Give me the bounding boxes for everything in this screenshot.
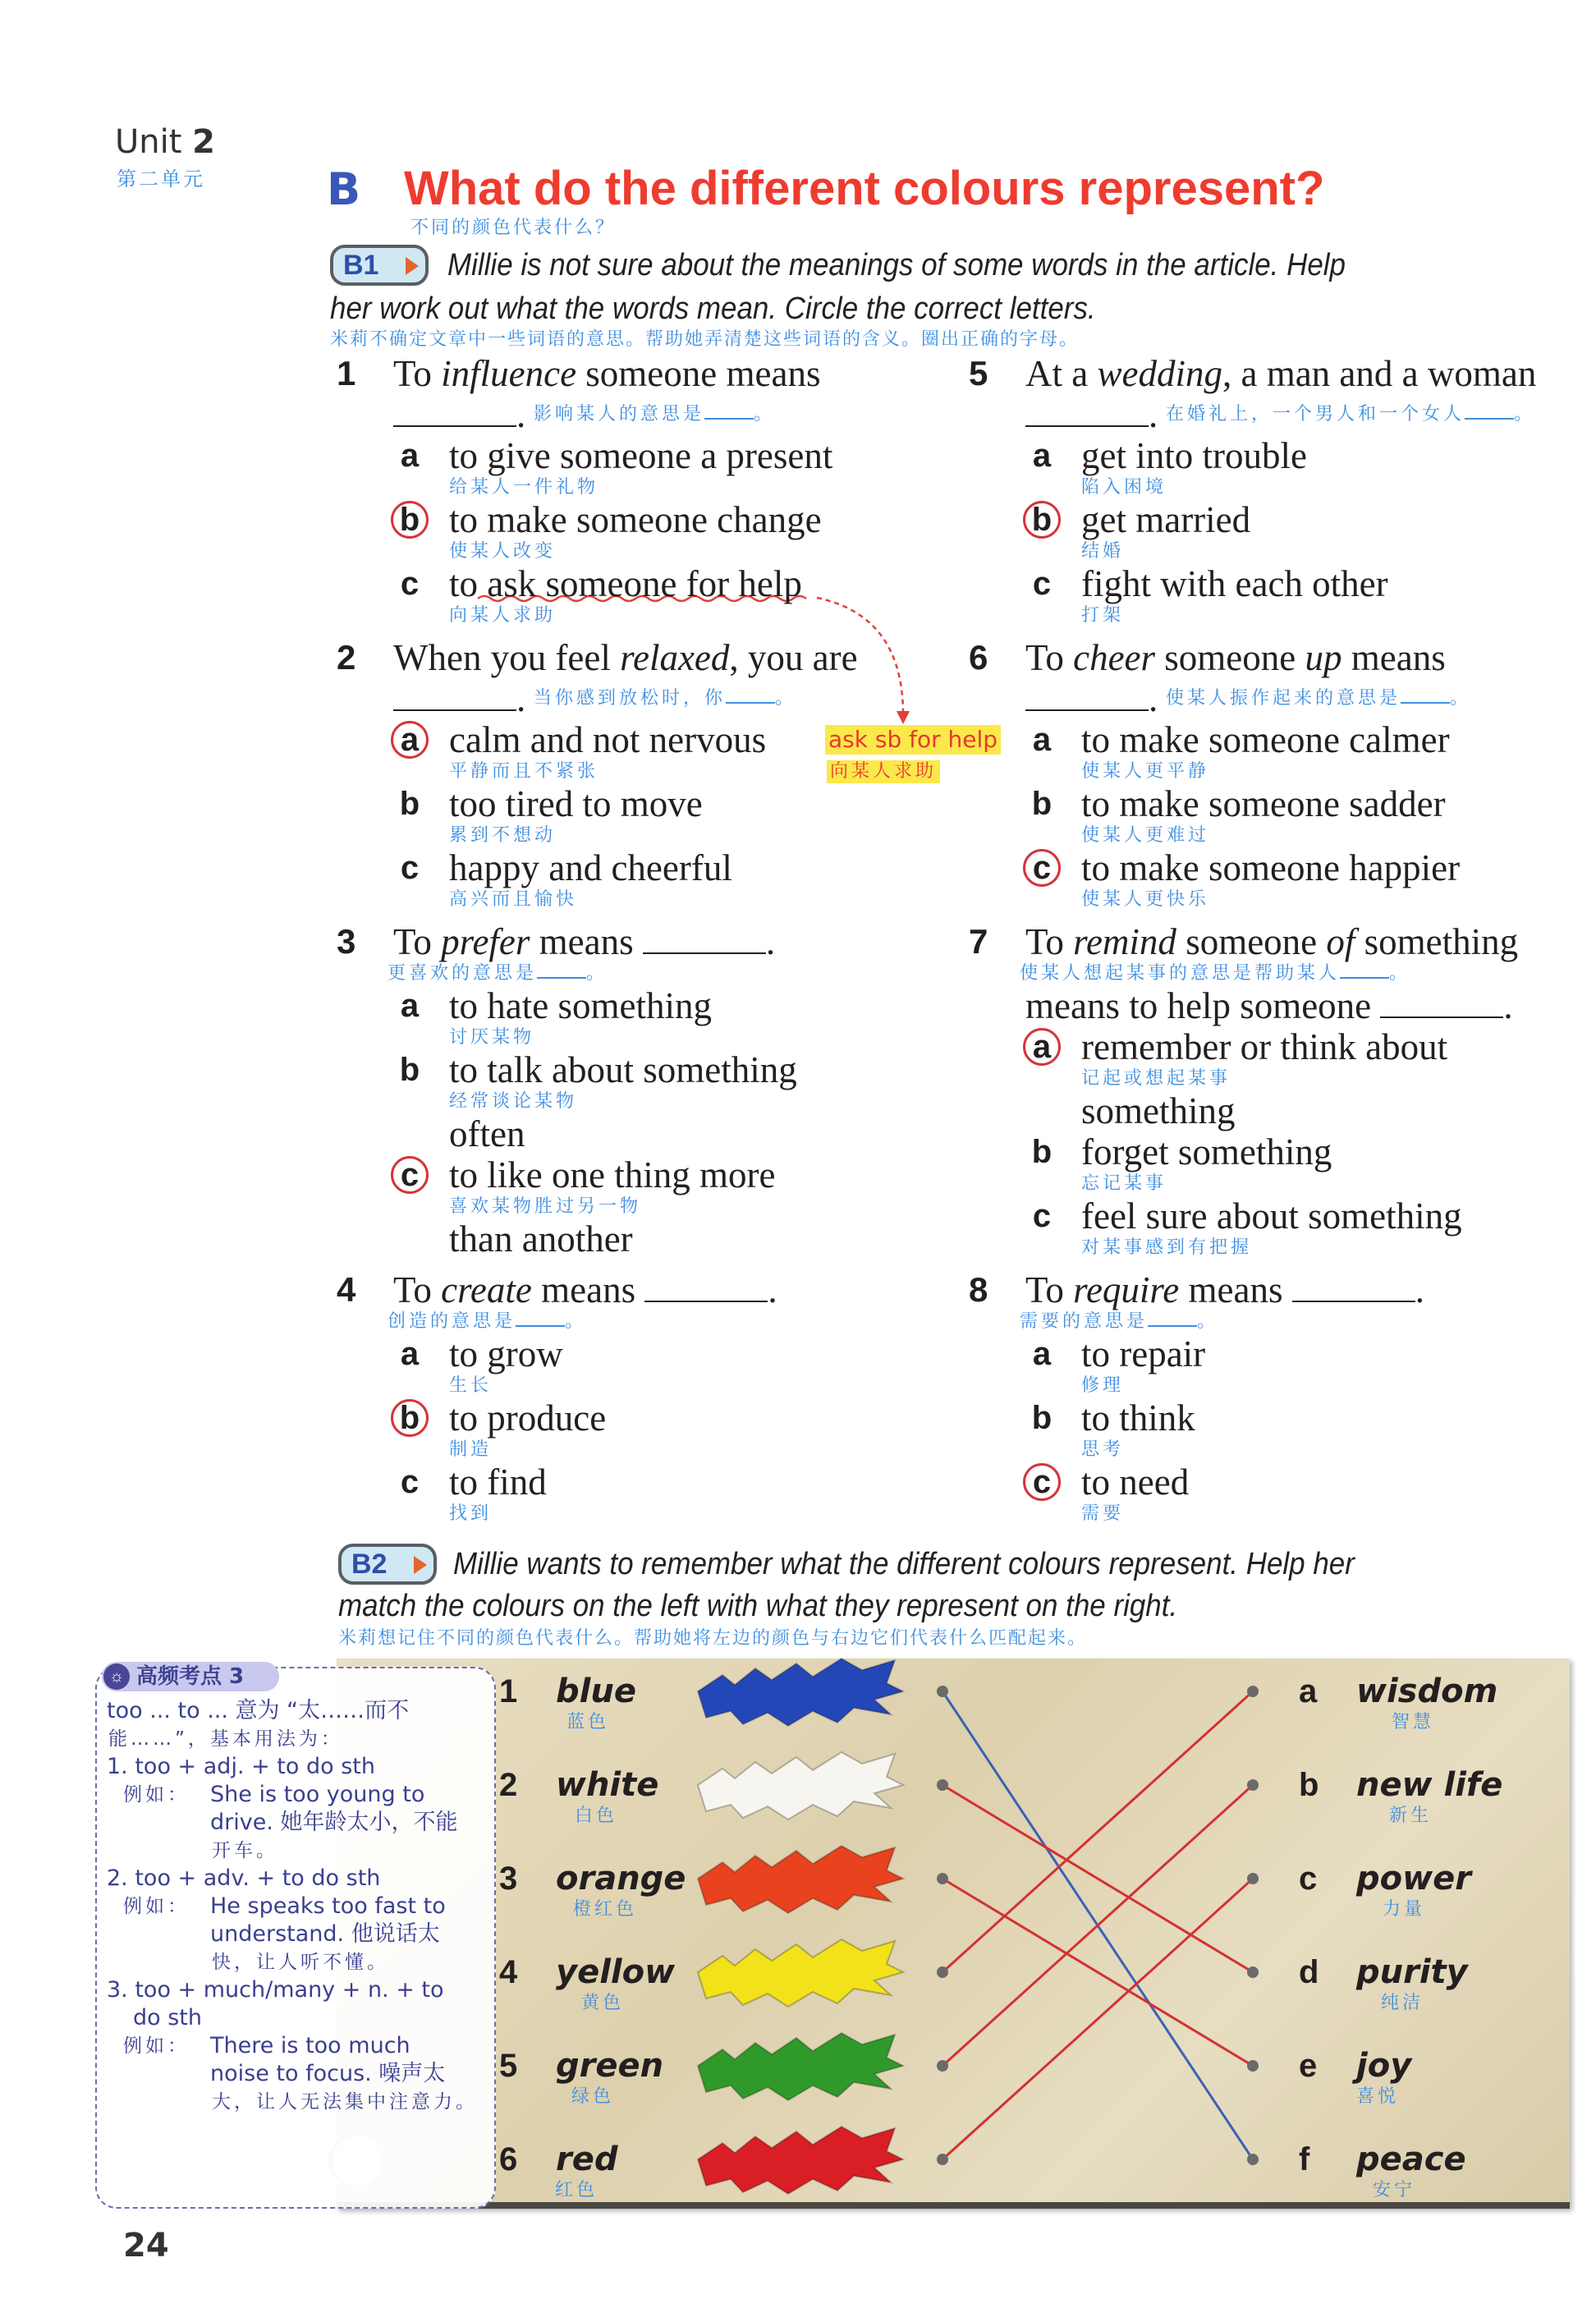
unit-label-cn: 第二单元 [117,167,205,190]
key-word: remind [1073,921,1176,962]
question-cn: 使某人振作起来的意思是 。 [1166,688,1472,709]
stem-part: When you feel [393,637,621,678]
option-text: happy and cheerful [449,847,732,888]
option-text: to make someone calmer [1081,719,1450,760]
page-title-cn: 不同的颜色代表什么？ [410,218,617,238]
option-text: to make someone change [449,499,822,540]
key-word: create [441,1269,532,1310]
meaning-cn: 新生 [1389,1806,1433,1826]
stem-part: someone [1155,637,1305,678]
tip-line: 例如： [123,1784,190,1806]
stem-part: means [1341,637,1446,678]
paint-stroke-green [698,2033,903,2100]
colour-number: 5 [499,2048,518,2084]
colour-word: orange [556,1860,686,1897]
option-text: remember or think about [1081,1026,1448,1067]
match-dot-left[interactable] [937,1779,948,1791]
meaning-word: peace [1356,2141,1466,2178]
colour-word: blue [556,1673,636,1710]
match-line-5-b [942,1785,1253,2066]
key-word: require [1073,1269,1180,1310]
option-cn: 忘记某事 [1081,1173,1167,1194]
option-text: to produce [449,1397,607,1439]
stem-part: At a [1025,353,1098,394]
option-cn: 记起或想起某事 [1081,1068,1231,1089]
key-word: prefer [441,921,530,962]
match-line-3-e [942,1879,1253,2066]
question-stem-cont: means to help someone . [1025,985,1513,1026]
paint-stroke-orange [698,1846,903,1913]
option-cn: 结婚 [1081,541,1125,562]
tip-line: 1. too + adj. + to do sth [107,1754,376,1779]
colour-word: green [556,2047,664,2085]
match-line-2-d [942,1785,1253,1972]
question-number: 1 [337,354,356,392]
option-cn: 使某人更快乐 [1081,889,1210,910]
tip-line: noise to focus. 噪声太 [210,2061,446,2086]
question-cn: 当你感到放松时，你 。 [534,688,797,709]
option-cn: 向某人求助 [449,605,557,626]
page-title: What do the different colours represent? [404,162,1325,215]
option-letter-selected[interactable]: b [1023,501,1061,539]
question-number: 6 [969,638,988,677]
paint-stroke-blue [698,1659,903,1726]
option-cn: 使某人改变 [449,541,557,562]
meaning-letter: b [1299,1767,1319,1803]
stem-part: To [1025,1269,1074,1310]
stem-part: , a man and a woman [1222,353,1537,394]
question-cn: 使某人想起某事的意思是帮助某人 。 [1020,963,1411,984]
option-text: feel sure about something [1081,1195,1462,1237]
meaning-word: wisdom [1356,1673,1498,1710]
option-text: to talk about something [449,1049,797,1090]
option-cn: 制造 [449,1439,493,1460]
b1-instruction-line1: Millie is not sure about the meanings of some words in the article. Help [447,248,1346,282]
colour-cn: 黄色 [581,1993,625,2013]
match-dot-left[interactable] [937,1686,948,1697]
option-text: to give someone a present [449,435,833,476]
stem-part: means [530,921,634,962]
option-letter[interactable]: a [1032,438,1052,474]
option-letter-selected[interactable]: c [1023,1463,1061,1501]
meaning-cn: 喜悦 [1356,2086,1400,2107]
colour-cn: 红色 [555,2180,598,2200]
option-cn: 给某人一件礼物 [449,477,599,498]
option-letter-selected[interactable]: c [1023,849,1061,887]
option-text-cont: something [1081,1090,1236,1131]
question-number: 7 [969,922,988,961]
option-cn: 喜欢某物胜过另一物 [449,1196,642,1217]
meaning-cn: 纯洁 [1381,1993,1424,2013]
key-word: of [1326,921,1355,962]
b2-instruction-line1: Millie wants to remember what the different colours represent. Help her [453,1547,1355,1581]
question-number: 2 [337,638,356,677]
tip-line: understand. 他说话太 [210,1921,440,1947]
tip-line: 例如： [123,1896,190,1917]
option-letter[interactable]: c [400,566,420,602]
key-word: up [1305,637,1342,678]
tip-line: 例如： [123,2035,190,2057]
option-letter[interactable]: a [1032,722,1052,758]
option-text: too tired to move [449,783,703,824]
page-number: 24 [123,2227,169,2265]
colour-word: red [556,2141,618,2178]
match-dot-left[interactable] [937,2154,948,2165]
question-cn: 影响某人的意思是 。 [534,404,776,424]
option-letter[interactable]: b [1031,1400,1053,1436]
option-text-cont: than another [449,1218,633,1260]
answer-blank: . [1025,678,1158,719]
stem-part: To [1025,637,1074,678]
tip-line: 3. too + much/many + n. + to [107,1977,444,2003]
b1-instruction-cn: 米莉不确定文章中一些词语的意思。帮助她弄清楚这些词语的含义。圈出正确的字母。 [330,329,1080,350]
colour-word: white [556,1766,659,1804]
tip-line: 2. too + adv. + to do sth [107,1865,381,1891]
meaning-letter: c [1299,1861,1318,1897]
b2-instruction-cn: 米莉想记住不同的颜色代表什么。帮助她将左边的颜色与右边它们代表什么匹配起来。 [338,1628,1088,1649]
question-stem: To require means . [1025,1269,1424,1310]
option-text: to need [1081,1462,1190,1503]
option-text: to make someone sadder [1081,783,1446,824]
question-cn: 在婚礼上，一个男人和一个女人 。 [1166,404,1536,424]
option-text: to find [449,1462,547,1503]
option-letter[interactable]: a [400,438,420,474]
option-text: to grow [449,1333,563,1374]
stem-part: To [393,921,442,962]
stem-part: someone means [576,353,821,394]
meaning-cn: 力量 [1383,1899,1426,1920]
option-cn: 经常谈论某物 [449,1091,578,1112]
option-text: to make someone happier [1081,847,1461,888]
b2-badge-label: B2 [351,1549,388,1580]
option-cn: 讨厌某物 [449,1027,535,1048]
meaning-cn: 智慧 [1392,1712,1435,1732]
option-letter[interactable]: c [1032,566,1052,602]
question-cn: 创造的意思是 。 [388,1311,587,1332]
match-dot-right[interactable] [1247,1873,1259,1884]
stem-part: something [1355,921,1519,962]
match-dot-left[interactable] [937,2060,948,2072]
colour-cn: 绿色 [571,2086,615,2107]
option-letter-selected[interactable]: a [1023,1028,1061,1066]
meaning-letter: e [1299,2048,1318,2084]
paint-stroke-red [698,2127,903,2194]
b1-badge-label: B1 [343,250,379,281]
section-letter: B [327,163,361,215]
option-text: get into trouble [1081,435,1307,476]
option-cn: 陷入困境 [1081,477,1167,498]
tip-line: drive. 她年龄太小，不能 [210,1810,458,1835]
paint-stroke-white [698,1752,903,1819]
paint-stroke-yellow [698,1939,903,2007]
stem-part: To [393,1269,442,1310]
match-dot-right[interactable] [1247,1779,1259,1791]
option-cn: 思考 [1081,1439,1125,1460]
stem-part: someone [1176,921,1327,962]
option-cn: 需要 [1081,1503,1125,1524]
stem-part: means [1179,1269,1283,1310]
option-text: calm and not nervous [449,719,767,760]
match-dot-right[interactable] [1247,2154,1259,2165]
option-cn: 生长 [449,1375,493,1396]
option-text: to ask someone for help [449,563,802,604]
match-dot-right[interactable] [1247,1966,1259,1978]
answer-blank: . [393,394,525,435]
unit-text: Unit [115,123,182,161]
option-text: get married [1081,499,1251,540]
answer-blank: . [393,678,525,719]
colour-cn: 白色 [575,1806,618,1826]
stem-part: means [531,1269,636,1310]
option-text: forget something [1081,1131,1332,1172]
question-number: 5 [969,354,988,392]
option-letter[interactable]: c [400,850,420,886]
match-line-6-c [942,1879,1253,2159]
question-number: 4 [337,1270,356,1309]
b1-instruction-line2: her work out what the words mean. Circle the correct letters. [330,291,1096,326]
key-word: relaxed [620,637,730,678]
option-letter[interactable]: a [400,1336,420,1372]
colour-number: 1 [499,1673,518,1709]
option-letter[interactable]: b [1031,1134,1053,1170]
option-text: to hate something [449,985,712,1026]
option-letter-selected[interactable]: b [391,1399,429,1437]
option-letter-selected[interactable]: a [391,721,429,759]
question-cn: 需要的意思是 。 [1020,1311,1219,1332]
tip-header [102,1662,279,1691]
meaning-letter: f [1299,2141,1310,2177]
colour-cn: 橙红色 [573,1899,638,1920]
answer-blank: . [1025,394,1158,435]
option-cn: 找到 [449,1503,493,1524]
match-dot-left[interactable] [937,1966,948,1978]
meaning-word: new life [1356,1766,1503,1804]
option-letter[interactable]: c [400,1464,420,1500]
option-letter[interactable]: c [1032,1198,1052,1234]
meaning-letter: a [1299,1673,1318,1709]
meaning-word: joy [1356,2047,1412,2085]
option-cn: 高兴而且愉快 [449,889,578,910]
unit-number: 2 [192,123,215,161]
colour-number: 3 [499,1861,518,1897]
tip-line: 开车。 [212,1840,278,1861]
match-dot-right[interactable] [1247,2060,1259,2072]
question-number: 8 [969,1270,988,1309]
option-letter[interactable]: a [1032,1336,1052,1372]
option-letter[interactable]: a [400,988,420,1024]
option-cn: 修理 [1081,1375,1125,1396]
tip-line: There is too much [210,2033,410,2058]
colour-number: 6 [499,2141,518,2177]
meaning-letter: d [1299,1954,1319,1990]
option-cn: 打架 [1081,605,1125,626]
b2-instruction-line2: match the colours on the left with what they represent on the right. [338,1589,1178,1623]
lightbulb-icon: ☼ [103,1663,130,1690]
option-letter[interactable]: b [1031,786,1053,822]
match-dot-right[interactable] [1247,1686,1259,1697]
meaning-word: purity [1356,1953,1468,1991]
option-cn: 平静而且不紧张 [449,761,599,782]
option-text: to repair [1081,1333,1206,1374]
stem-part: To [1025,921,1074,962]
colour-cn: 蓝色 [566,1712,610,1732]
key-word: wedding [1097,353,1222,394]
option-letter[interactable]: b [399,1052,420,1088]
meaning-cn: 安宁 [1373,2180,1416,2200]
option-cn: 使某人更平静 [1081,761,1210,782]
option-text: to think [1081,1397,1195,1439]
annotation-cn: 向某人求助 [827,760,940,783]
match-line-4-a [942,1691,1253,1972]
tip-line: 能……”，基本用法为： [108,1728,343,1750]
option-cn: 累到不想动 [449,825,557,846]
option-text: fight with each other [1081,563,1388,604]
colour-word: yellow [556,1953,676,1991]
option-cn: 对某事感到有把握 [1081,1237,1253,1258]
option-letter[interactable]: b [399,786,420,822]
key-word: influence [441,353,577,394]
question-stem: To create means . [393,1269,777,1310]
question-cn: 更喜欢的意思是 。 [388,963,608,984]
tip-line: do sth [133,2005,203,2031]
question-stem: To prefer means . [393,921,776,962]
tip-line: 大，让人无法集中注意力。 [212,2091,478,2113]
annotation-en: ask sb for help [825,725,1001,755]
option-text-cont: often [449,1113,525,1154]
option-cn: 使某人更难过 [1081,825,1210,846]
match-dot-left[interactable] [937,1873,948,1884]
meaning-word: power [1356,1860,1471,1897]
question-number: 3 [337,922,356,961]
colour-number: 2 [499,1767,518,1803]
tip-title: 高频考点 3 [136,1664,245,1689]
tip-line: He speaks too fast to [210,1893,446,1919]
option-text: to like one thing more [449,1154,776,1195]
tip-line: too ... to ... 意为 “太……而不 [107,1698,410,1723]
tip-line: 快，让人听不懂。 [212,1952,389,1973]
option-letter-selected[interactable]: c [391,1156,429,1194]
option-letter-selected[interactable]: b [391,501,429,539]
key-word: cheer [1073,637,1156,678]
tip-line: She is too young to [210,1782,425,1807]
stem-part: , you are [729,637,858,678]
colour-number: 4 [499,1954,518,1990]
stem-part: To [393,353,442,394]
